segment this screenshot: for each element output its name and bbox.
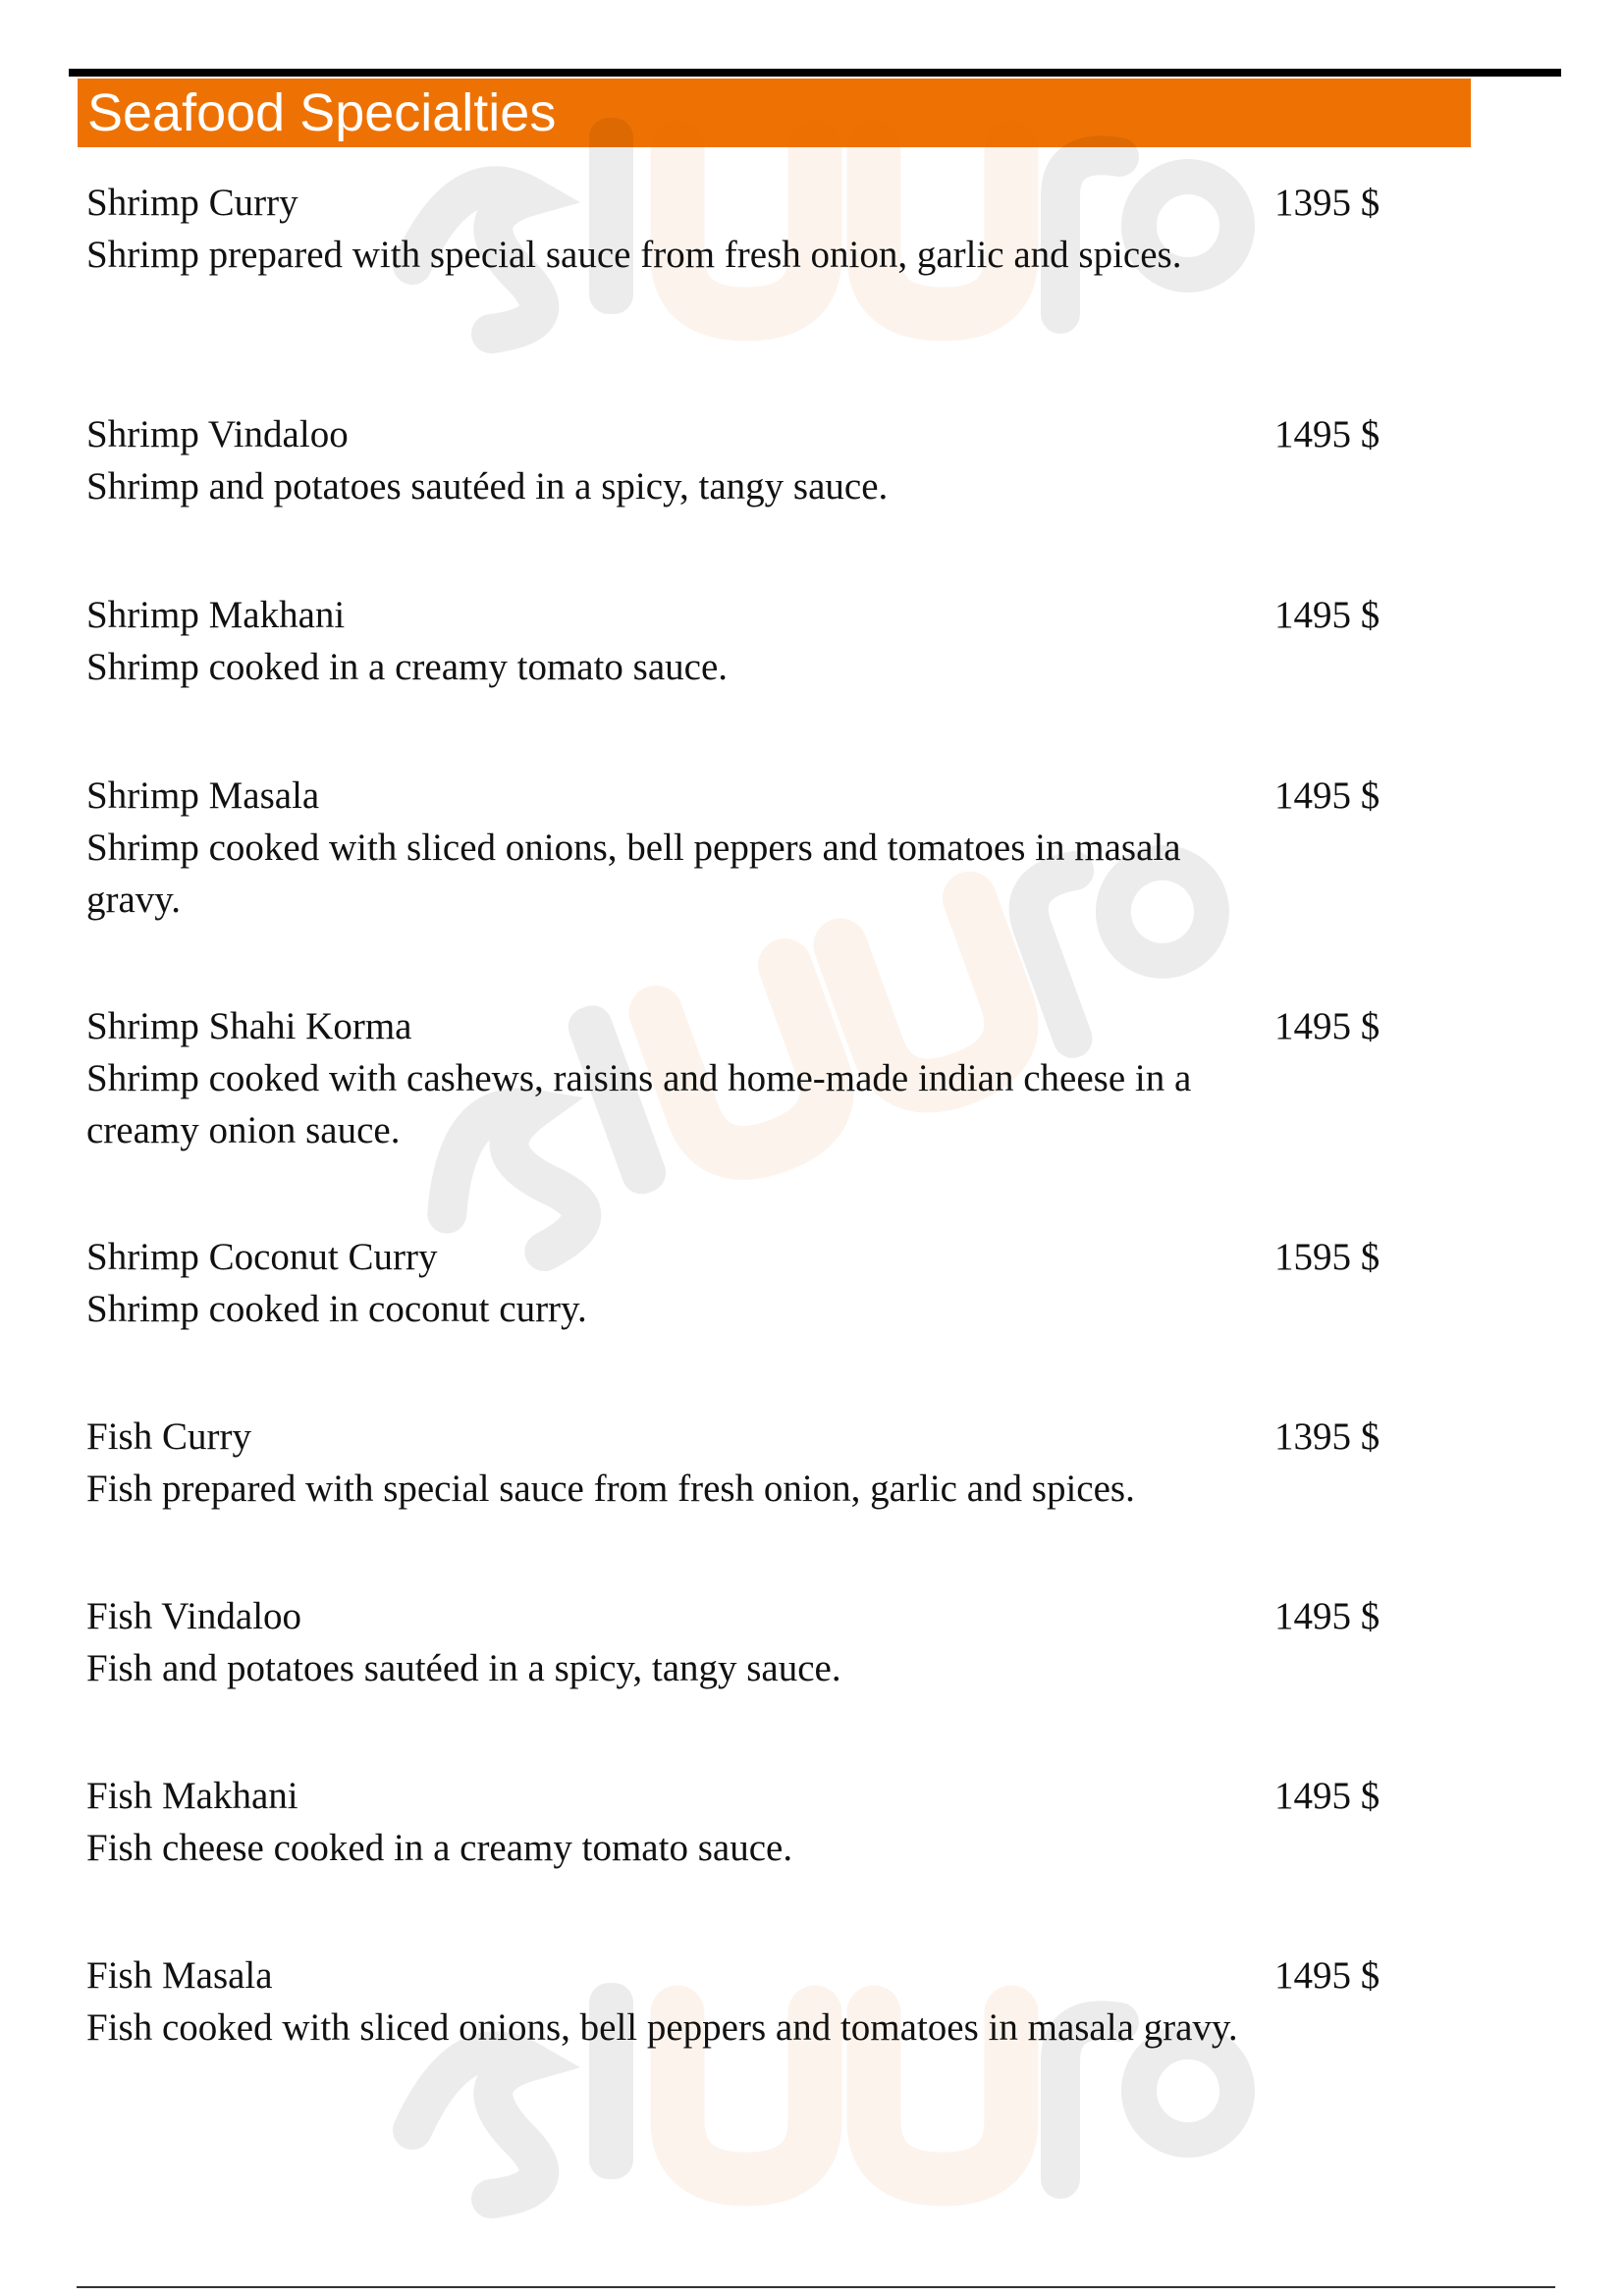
item-price: 1495 $: [1274, 1005, 1380, 1047]
item-name: Shrimp Masala: [86, 774, 320, 817]
item-price: 1495 $: [1274, 1775, 1380, 1817]
section-header: [78, 79, 1471, 147]
item-name: Fish Makhani: [86, 1775, 298, 1817]
item-description: Fish and potatoes sautéed in a spicy, tangy sauce.: [86, 1647, 841, 1689]
item-description: Shrimp prepared with special sauce from fresh onion, garlic and spices.: [86, 234, 1182, 276]
item-price: 1495 $: [1274, 413, 1380, 455]
menu-item: [86, 589, 1402, 693]
item-name: Shrimp Makhani: [86, 594, 346, 636]
item-price: 1495 $: [1274, 1595, 1380, 1637]
menu-item: [86, 177, 1402, 281]
item-name: Shrimp Vindaloo: [86, 413, 349, 455]
item-description: Shrimp cooked with sliced onions, bell peppers and tomatoes in masala gravy.: [86, 827, 1181, 921]
item-name: Shrimp Shahi Korma: [86, 1005, 412, 1047]
item-price: 1495 $: [1274, 774, 1380, 817]
item-name: Fish Curry: [86, 1415, 251, 1458]
menu-item: [86, 408, 1402, 512]
item-description: Shrimp cooked in a creamy tomato sauce.: [86, 646, 729, 688]
item-description: Shrimp cooked in coconut curry.: [86, 1288, 587, 1330]
item-description: Shrimp and potatoes sautéed in a spicy, tangy sauce.: [86, 465, 889, 507]
item-price: 1395 $: [1274, 182, 1380, 224]
bottom-rule: [77, 2286, 1555, 2288]
top-rule: [69, 69, 1561, 77]
item-name: Fish Vindaloo: [86, 1595, 302, 1637]
item-price: 1495 $: [1274, 1954, 1380, 1997]
item-description: Fish cheese cooked in a creamy tomato sauce.: [86, 1827, 793, 1869]
menu-item: [86, 1411, 1402, 1515]
menu-item: [86, 1770, 1402, 1874]
menu-item: [86, 1590, 1402, 1694]
item-description: Fish prepared with special sauce from fresh onion, garlic and spices.: [86, 1468, 1135, 1510]
item-name: Shrimp Curry: [86, 182, 298, 224]
menu-item: [86, 1949, 1402, 2054]
item-description: Fish cooked with sliced onions, bell peppers and tomatoes in masala gravy.: [86, 2006, 1238, 2049]
menu-item: [86, 1231, 1402, 1335]
item-price: 1495 $: [1274, 594, 1380, 636]
item-price: 1595 $: [1274, 1236, 1380, 1278]
item-description: Shrimp cooked with cashews, raisins and home-made indian cheese in a creamy onion sauce.: [86, 1057, 1192, 1151]
item-name: Fish Masala: [86, 1954, 273, 1997]
item-name: Shrimp Coconut Curry: [86, 1236, 438, 1278]
menu-item: [86, 770, 1402, 926]
section-title: Seafood Specialties: [87, 83, 557, 142]
item-price: 1395 $: [1274, 1415, 1380, 1458]
menu-item: [86, 1000, 1402, 1156]
